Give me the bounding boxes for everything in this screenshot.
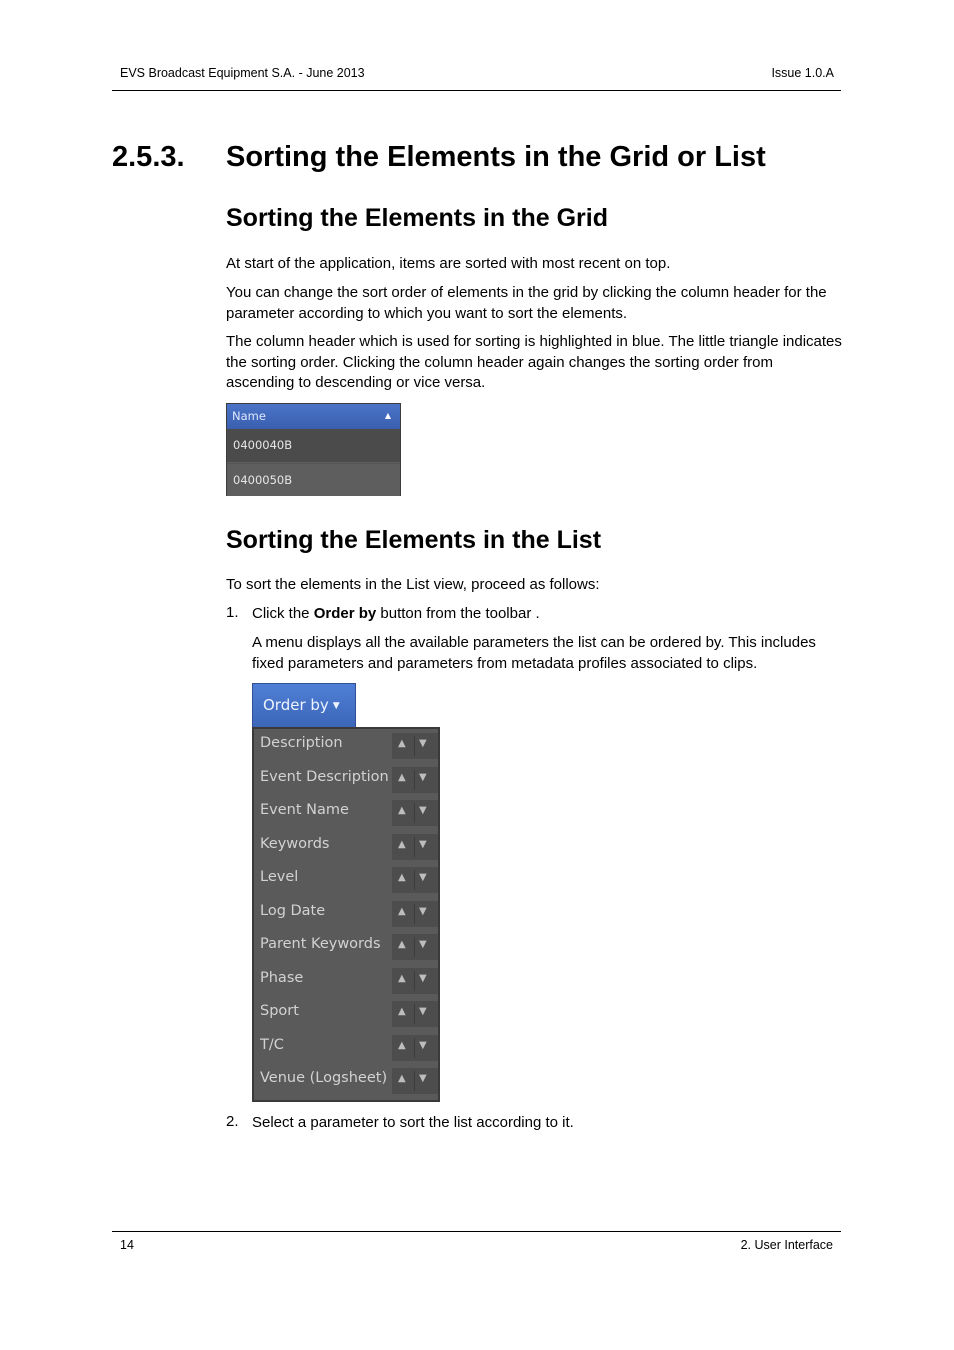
menu-item-label: Event Name [260,802,349,818]
sort-ascending-icon[interactable]: ▲ [398,1006,406,1017]
sort-arrows [392,934,438,960]
header-left: EVS Broadcast Equipment S.A. - June 2013 [120,66,365,80]
menu-item-label: Sport [260,1003,299,1019]
sort-arrows [392,901,438,927]
step-1-description: A menu displays all the available parameters the list can be ordered by. This includes fixed parameters and parameters from metadata profiles associated to clips. [252,634,816,672]
menu-item-label: Description [260,735,343,751]
sort-arrows [392,1001,438,1027]
page-number: 14 [120,1238,134,1252]
menu-item-label: Log Date [260,902,326,919]
menu-item-label: Venue (Logsheet) [260,1070,388,1086]
step-1-text [252,604,842,625]
arrow-divider [414,1004,415,1024]
section-title: Sorting the Elements in the Grid or List [226,141,766,173]
order-by-label: Order by [263,696,329,714]
table-row[interactable] [227,463,400,496]
sort-descending-icon[interactable]: ▼ [419,1073,427,1084]
menu-item-label: Level [260,869,299,885]
sort-ascending-icon[interactable]: ▲ [398,1073,406,1084]
sort-ascending-icon[interactable]: ▲ [398,838,406,850]
sort-descending-icon[interactable]: ▼ [419,939,427,950]
section-number: 2.5.3. [112,141,185,173]
grid-heading: Sorting the Elements in the Grid [226,204,608,232]
menu-item[interactable] [254,997,438,1031]
grid-screenshot [226,403,401,496]
step-1-pre: Click the [252,605,314,622]
sort-ascending-icon[interactable]: ▲ [398,872,406,883]
grid-para-3: The column header which is used for sorting is highlighted in blue. The little triangle indicates the sorting order. Clicking the column header again changes the sorting order from ascending to descending or vice versa. [226,333,842,391]
menu-item[interactable] [254,863,438,897]
sort-ascending-icon[interactable]: ▲ [398,1039,406,1051]
column-header-label: Name [232,409,266,423]
menu-item-label: Phase [260,969,304,986]
list-heading: Sorting the Elements in the List [226,526,602,554]
sort-descending-icon[interactable]: ▼ [419,1039,427,1051]
arrow-divider [414,736,415,756]
sort-arrows [392,834,438,860]
sort-descending-icon[interactable]: ▼ [419,805,427,816]
step-2-text: Select a parameter to sort the list according to it. [252,1114,574,1131]
arrow-divider [414,803,415,823]
order-by-button[interactable] [252,683,356,728]
footer-chapter: 2. User Interface [740,1238,833,1252]
arrow-divider [414,1038,415,1058]
step-1-post: button from the toolbar . [376,605,540,622]
sort-arrows [392,1068,438,1094]
sort-arrows [392,968,438,994]
sort-arrows [392,767,438,793]
grid-para-2: You can change the sort order of elements in the grid by clicking the column header for the parameter according to which you want to sort the elements. [226,284,827,322]
sort-arrows [392,867,438,893]
list-intro: To sort the elements in the List view, proceed as follows: [226,576,600,593]
arrow-divider [414,904,415,924]
triangle-up-icon: ▲ [384,411,391,420]
menu-item[interactable] [254,930,438,964]
sort-arrows [392,800,438,826]
row-value: 0400040B [233,438,293,452]
sort-descending-icon[interactable]: ▼ [419,771,427,783]
sort-descending-icon[interactable]: ▼ [419,738,427,749]
menu-item[interactable] [254,1031,438,1065]
sort-ascending-icon[interactable]: ▲ [398,939,406,950]
menu-item[interactable] [254,964,438,998]
caret-down-icon: ▼ [332,701,340,711]
sort-ascending-icon[interactable]: ▲ [398,771,406,783]
menu-item[interactable] [254,796,438,830]
sort-descending-icon[interactable]: ▼ [419,872,427,883]
sort-descending-icon[interactable]: ▼ [419,838,427,850]
arrow-divider [414,870,415,890]
menu-item[interactable] [254,897,438,931]
step-2-number: 2. [226,1113,239,1130]
menu-item[interactable] [254,729,438,763]
sort-ascending-icon[interactable]: ▲ [398,972,406,984]
header-right: Issue 1.0.A [771,66,834,80]
sort-descending-icon[interactable]: ▼ [419,905,427,917]
step-1-bold: Order by [313,605,377,622]
sort-arrows [392,733,438,759]
arrow-divider [414,837,415,857]
sort-ascending-icon[interactable]: ▲ [398,905,406,917]
order-by-menu [252,727,440,1102]
arrow-divider [414,937,415,957]
sort-ascending-icon[interactable]: ▲ [398,805,406,816]
sort-ascending-icon[interactable]: ▲ [398,738,406,749]
sort-descending-icon[interactable]: ▼ [419,1006,427,1017]
arrow-divider [414,971,415,991]
header-rule [112,90,841,91]
menu-item-label: Keywords [260,835,330,852]
step-1-number: 1. [226,604,239,621]
arrow-divider [414,770,415,790]
grid-para-1: At start of the application, items are sorted with most recent on top. [226,255,671,272]
sort-arrows [392,1035,438,1061]
arrow-divider [414,1071,415,1091]
footer-rule [112,1231,841,1232]
menu-item[interactable] [254,1064,438,1098]
menu-item[interactable] [254,763,438,797]
menu-item-label: Event Description [260,768,389,785]
menu-item-label: Parent Keywords [260,936,381,952]
row-value: 0400050B [233,473,293,487]
sort-descending-icon[interactable]: ▼ [419,972,427,984]
column-header-name[interactable] [227,404,400,429]
table-row[interactable] [227,429,400,462]
menu-item-label: T/C [260,1036,284,1053]
menu-item[interactable] [254,830,438,864]
